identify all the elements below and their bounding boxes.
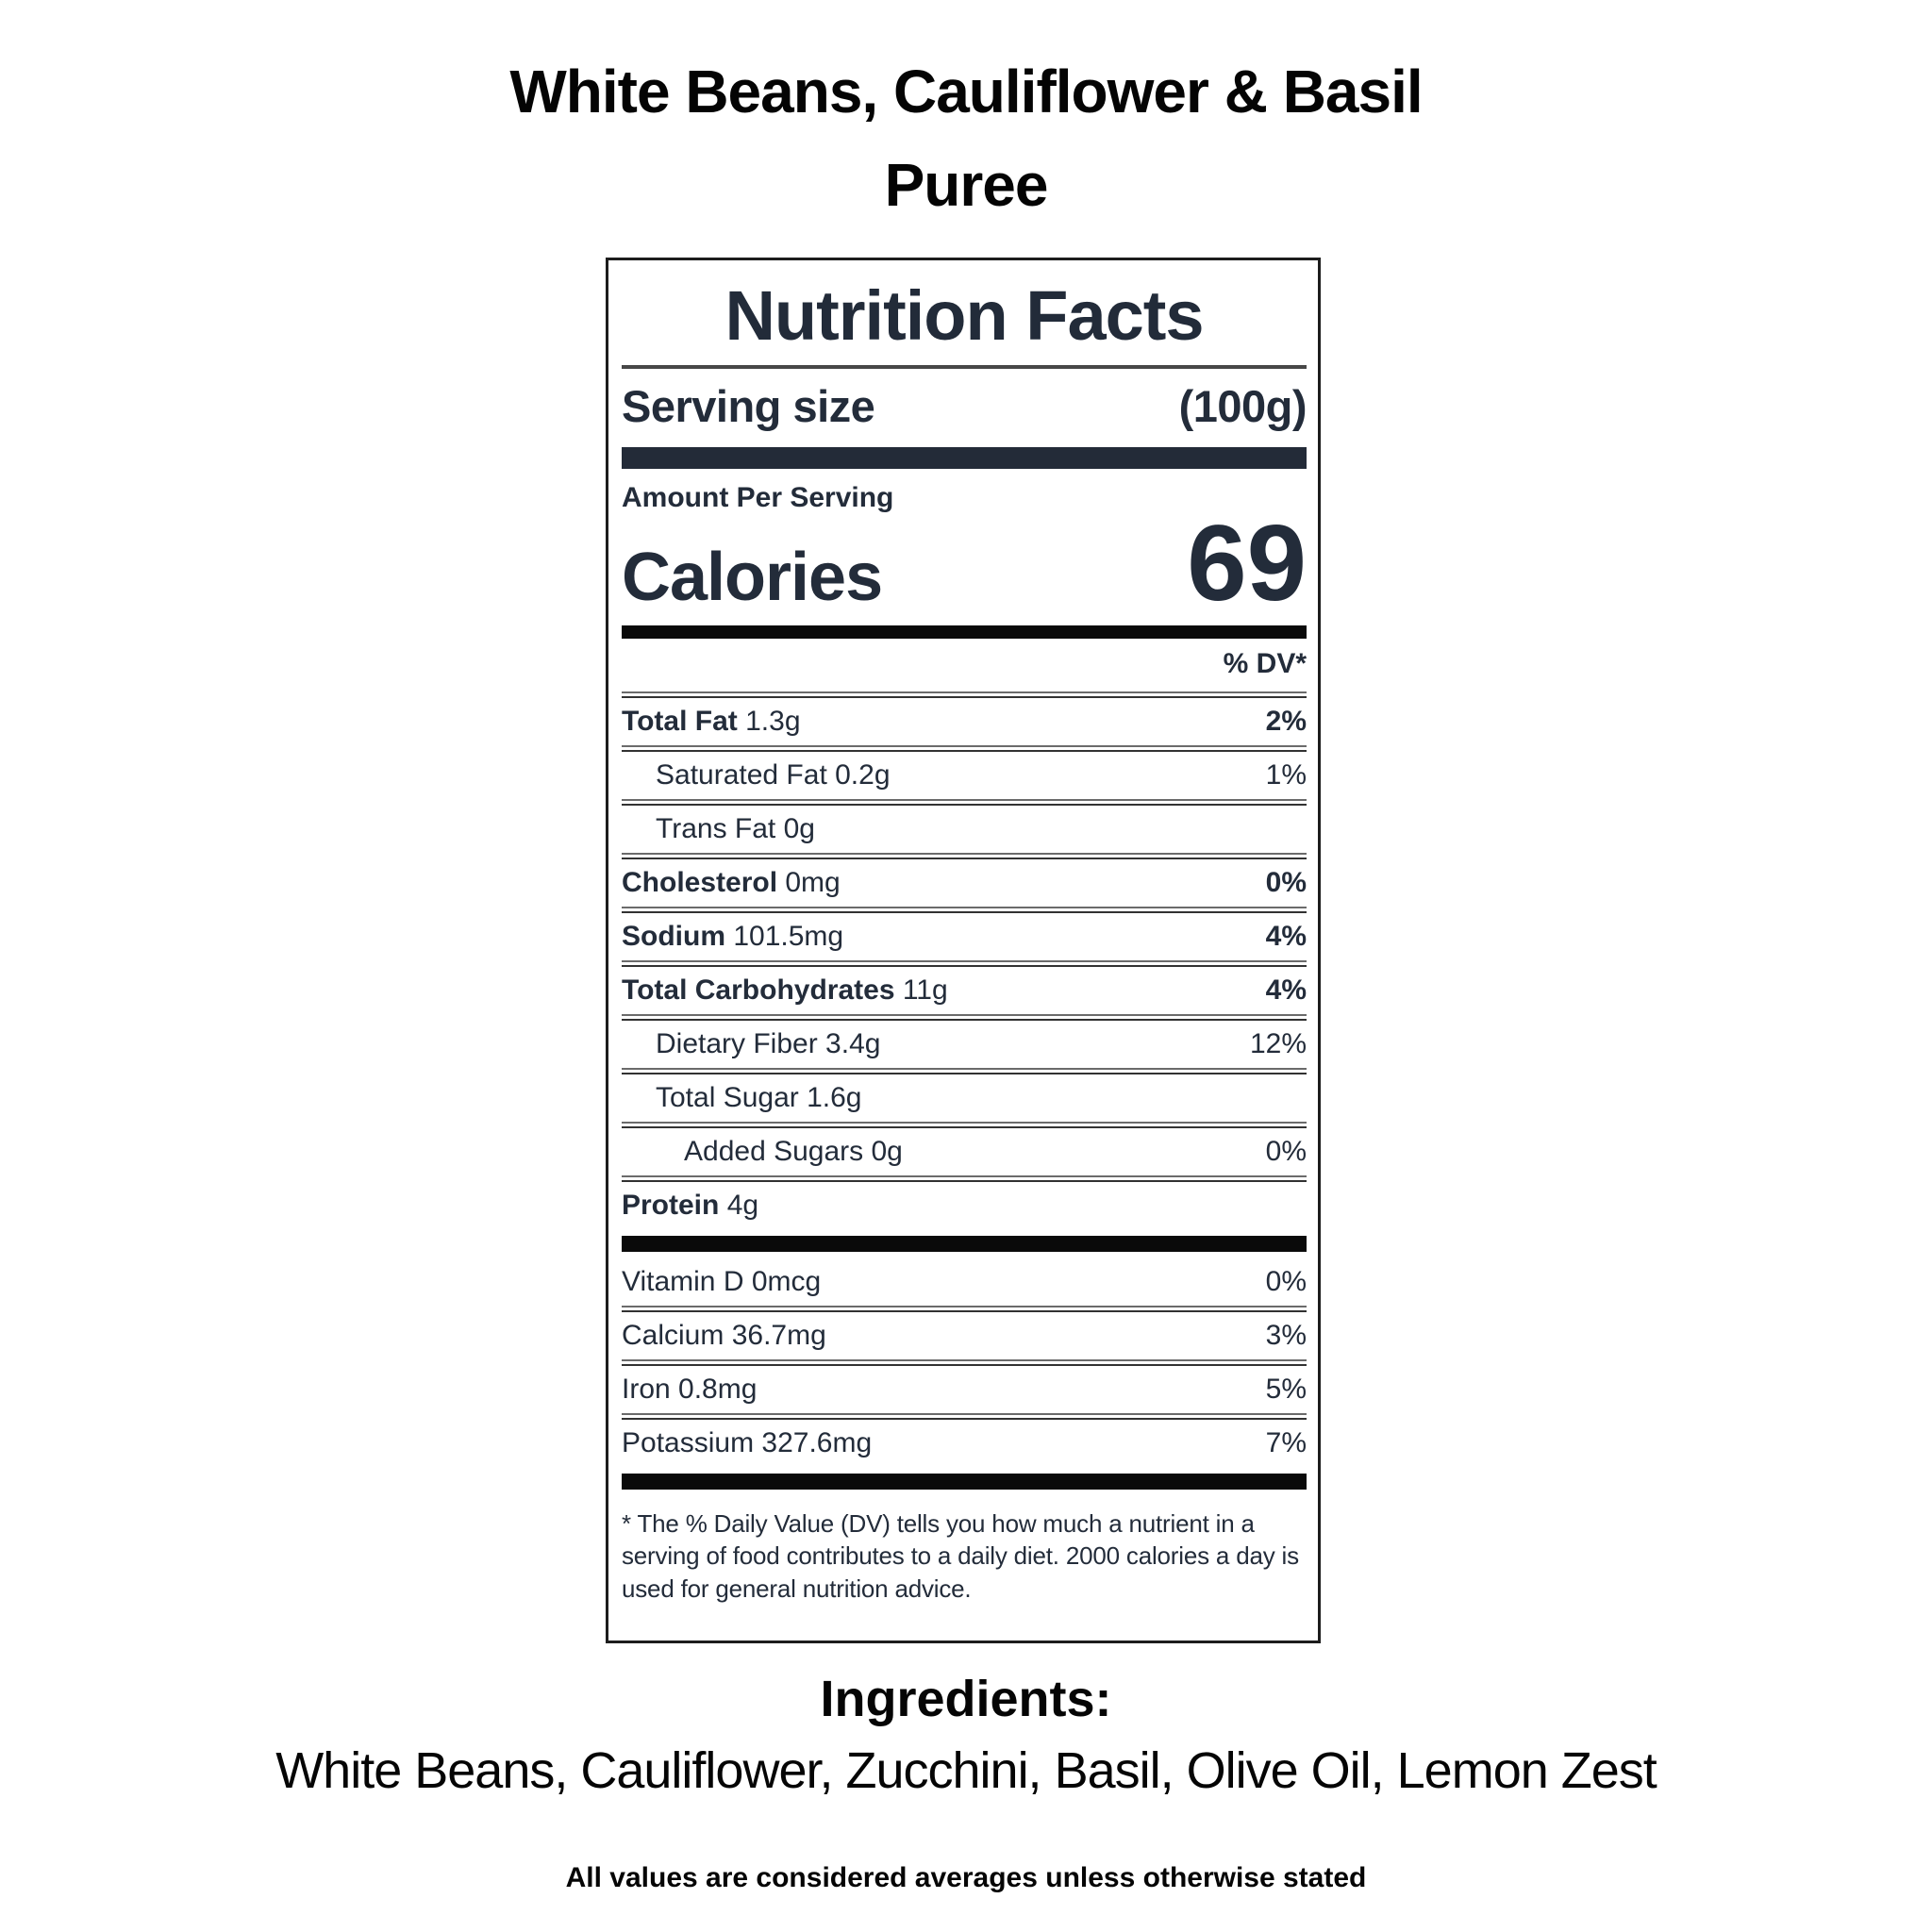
row-separator [622, 1413, 1307, 1420]
daily-value-header: % DV* [1223, 648, 1307, 679]
title-line-1: White Beans, Cauliflower & Basil [509, 58, 1423, 125]
row-separator [622, 853, 1307, 859]
nutrient-daily-value: 1% [1265, 759, 1307, 791]
nutrient-row [622, 1258, 1307, 1306]
nutrient-name: Cholesterol 0mg [622, 867, 841, 898]
nutrient-name: Sodium 101.5mg [622, 921, 844, 952]
nutrient-row [622, 752, 1307, 799]
row-separator [622, 1306, 1307, 1312]
nutrient-row [622, 1420, 1307, 1467]
nutrient-daily-value: 0% [1265, 1136, 1307, 1167]
footer-note: All values are considered averages unless otherwise stated [565, 1862, 1367, 1893]
nutrient-name: Total Carbohydrates 11g [622, 974, 948, 1006]
nutrient-row [622, 913, 1307, 960]
calories-divider-bar [622, 625, 1307, 639]
nutrient-row [622, 1366, 1307, 1413]
calories-value: 69 [1187, 504, 1307, 624]
nutrient-row [622, 1074, 1307, 1122]
nutrient-daily-value: 0% [1265, 1266, 1307, 1297]
row-separator [622, 745, 1307, 752]
row-separator [622, 1014, 1307, 1021]
nutrient-name: Potassium 327.6mg [622, 1427, 873, 1458]
ingredients-heading: Ingredients: [820, 1671, 1112, 1727]
main-nutrient-rows [622, 691, 1307, 1229]
nutrient-name: Calcium 36.7mg [622, 1320, 826, 1351]
nutrient-row [622, 967, 1307, 1014]
serving-size-value: (100g) [1178, 381, 1307, 431]
nutrient-daily-value: 4% [1265, 974, 1307, 1006]
row-separator [622, 1068, 1307, 1074]
nutrient-daily-value: 5% [1265, 1374, 1307, 1405]
nutrition-facts-title: Nutrition Facts [724, 276, 1204, 355]
row-separator [622, 799, 1307, 806]
nutrient-name: Trans Fat 0g [656, 813, 815, 844]
vitamins-top-bar [622, 1236, 1307, 1252]
row-separator [622, 960, 1307, 967]
serving-size-row [622, 369, 1307, 447]
nutrient-row [622, 698, 1307, 745]
row-separator [622, 907, 1307, 913]
nutrient-daily-value: 4% [1265, 921, 1307, 952]
nutrient-name: Vitamin D 0mcg [622, 1266, 822, 1297]
nutrient-name: Protein 4g [622, 1190, 759, 1221]
nutrient-daily-value: 7% [1265, 1427, 1307, 1458]
nutrient-row [622, 859, 1307, 907]
nutrient-name: Added Sugars 0g [684, 1136, 903, 1167]
row-separator [622, 1359, 1307, 1366]
nutrient-name: Iron 0.8mg [622, 1374, 758, 1405]
nutrient-daily-value: 3% [1265, 1320, 1307, 1351]
serving-size-label: Serving size [622, 381, 875, 431]
page-title [0, 45, 1932, 232]
nutrient-row [622, 1128, 1307, 1175]
nutrient-daily-value: 2% [1265, 706, 1307, 737]
vitamin-mineral-rows [622, 1258, 1307, 1467]
ingredients-list: White Beans, Cauliflower, Zucchini, Basil, Olive Oil, Lemon Zest [275, 1742, 1657, 1799]
nutrient-name: Dietary Fiber 3.4g [656, 1028, 881, 1059]
row-separator [622, 691, 1307, 698]
title-line-2: Puree [884, 151, 1048, 220]
nutrient-name: Total Fat 1.3g [622, 706, 801, 737]
nutrient-daily-value: 0% [1265, 867, 1307, 898]
nutrient-name: Saturated Fat 0.2g [656, 759, 891, 791]
vitamins-bottom-bar [622, 1474, 1307, 1490]
nutrient-row [622, 1312, 1307, 1359]
nutrition-facts-label [606, 258, 1321, 1643]
row-separator [622, 1122, 1307, 1128]
nutrient-row [622, 1021, 1307, 1068]
nutrient-row [622, 1182, 1307, 1229]
nutrient-row [622, 806, 1307, 853]
calories-label: Calories [622, 540, 883, 615]
amount-per-serving-label: Amount Per Serving [622, 482, 894, 513]
nutrient-daily-value: 12% [1249, 1028, 1307, 1059]
calories-row [622, 504, 1307, 624]
nutrient-name: Total Sugar 1.6g [656, 1082, 862, 1113]
daily-value-footnote: * The % Daily Value (DV) tells you how much a nutrient in a serving of food contributes to a daily diet. 2000 calories a day is used for general nutrition advice. [622, 1509, 1299, 1603]
serving-size-bar [622, 447, 1307, 469]
row-separator [622, 1175, 1307, 1182]
